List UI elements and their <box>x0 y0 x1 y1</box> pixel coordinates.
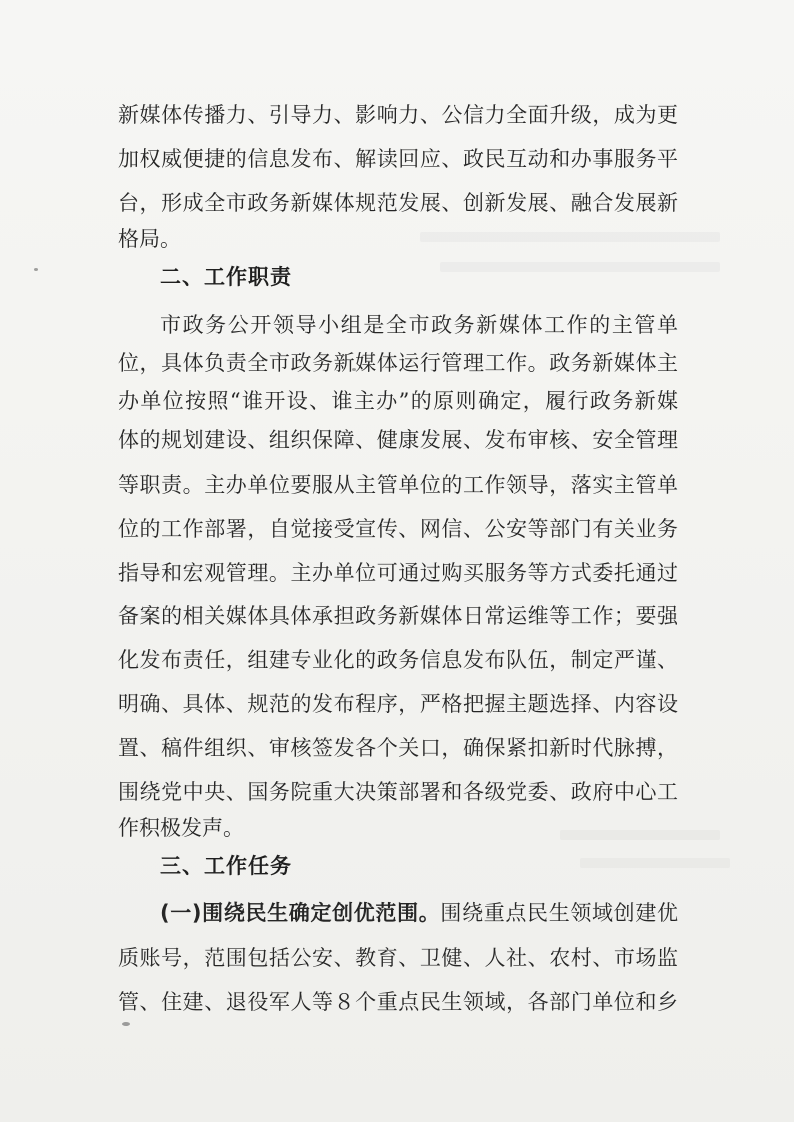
para2-line-11: 置、稿件组织、审核签发各个关口，确保紧扣新时代脉搏， <box>118 736 678 760</box>
para3-line-1-text: 围绕重点民生领域创建优 <box>440 901 679 925</box>
subsection-heading-1: (一)围绕民生确定创优范围。 <box>160 901 441 925</box>
para3-line-3: 管、住建、退役军人等８个重点民生领域，各部门单位和乡 <box>118 990 678 1014</box>
para2-line-3: 办单位按照“谁开设、谁主办”的原则确定，履行政务新媒 <box>118 389 678 413</box>
para3-line-2: 质账号，范围包括公安、教育、卫健、人社、农村、市场监 <box>118 946 678 970</box>
para2-line-8: 备案的相关媒体具体承担政务新媒体日常运维等工作；要强 <box>118 604 678 628</box>
para1-line-2: 加权威便捷的信息发布、解读回应、政民互动和办事服务平 <box>118 147 678 171</box>
para2-line-10: 明确、具体、规范的发布程序，严格把握主题选择、内容设 <box>118 692 678 716</box>
para2-line-5: 等职责。主办单位要服从主管单位的工作领导，落实主管单 <box>118 473 678 497</box>
para2-line-9: 化发布责任，组建专业化的政务信息发布队伍，制定严谨、 <box>118 648 678 672</box>
section-heading-3: 三、工作任务 <box>160 854 292 878</box>
para2-line-6: 位的工作部署，自觉接受宣传、网信、公安等部门有关业务 <box>118 517 678 541</box>
section-heading-2: 二、工作职责 <box>160 265 292 289</box>
para3-line-1 <box>160 898 678 928</box>
para2-line-2: 位，具体负责全市政务新媒体运行管理工作。政务新媒体主 <box>118 351 678 375</box>
para1-line-3: 台，形成全市政务新媒体规范发展、创新发展、融合发展新 <box>118 191 678 215</box>
para2-line-13: 作积极发声。 <box>118 816 244 840</box>
para1-line-1: 新媒体传播力、引导力、影响力、公信力全面升级，成为更 <box>118 103 678 127</box>
para2-line-4: 体的规划建设、组织保障、健康发展、发布审核、安全管理 <box>118 428 678 452</box>
para2-line-1: 市政务公开领导小组是全市政务新媒体工作的主管单 <box>160 313 678 337</box>
para2-line-7: 指导和宏观管理。主办单位可通过购买服务等方式委托通过 <box>118 561 678 585</box>
para1-line-4: 格局。 <box>118 227 181 251</box>
para2-line-12: 围绕党中央、国务院重大决策部署和各级党委、政府中心工 <box>118 780 678 804</box>
